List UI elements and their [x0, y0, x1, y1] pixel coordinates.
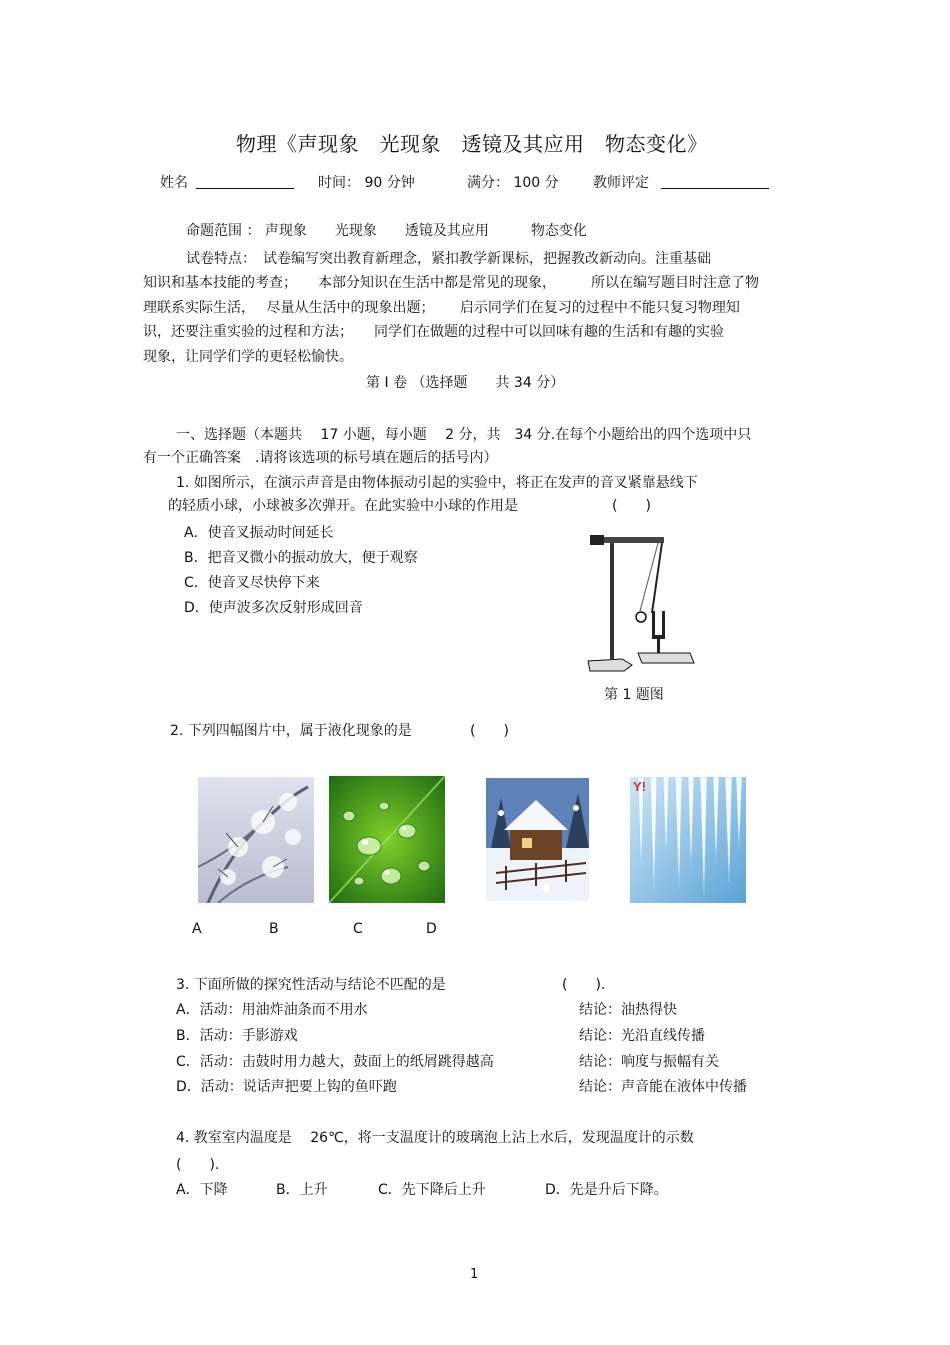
name-field[interactable] — [160, 172, 294, 192]
conclusion-b: 结论：光沿直线传播 — [579, 1028, 705, 1044]
page-title: 物理《声现象 光现象 透镜及其应用 物态变化》 — [236, 132, 708, 156]
option-a: A．下降 — [176, 1182, 228, 1198]
page-number: 1 — [470, 1267, 479, 1282]
option-d: D．使声波多次反射形成回音 — [184, 600, 363, 616]
full-score: 满分： 100 分 — [467, 175, 559, 191]
instructions-line: 有一个正确答案 .请将该选项的标号填在题后的括号内） — [143, 450, 498, 466]
frost-branches-photo — [198, 777, 314, 903]
name-label: 姓名 — [160, 175, 188, 191]
picture-label-a: A — [192, 921, 202, 937]
question-1-stem: 的轻质小球，小球被多次弹开。在此实验中小球的作用是 — [168, 498, 518, 514]
activity-c: C．活动：击鼓时用力越大，鼓面上的纸屑跳得越高 — [176, 1054, 494, 1070]
instructions-line: 一、选择题（本题共 17 小题，每小题 2 分，共 34 分.在每个小题给出的四个选项中只 — [176, 427, 752, 443]
teacher-grade-field[interactable] — [593, 172, 769, 192]
figure-1-caption: 第 1 题图 — [604, 687, 664, 703]
conclusion-a: 结论：油热得快 — [579, 1002, 677, 1018]
conclusion-d: 结论：声音能在液体中传播 — [579, 1079, 747, 1095]
section-heading: 第 Ⅰ 卷 （选择题 共 34 分） — [366, 375, 565, 391]
activity-b: B．活动：手影游戏 — [176, 1028, 298, 1044]
activity-a: A．活动：用油炸油条而不用水 — [176, 1002, 368, 1018]
tuning-fork-apparatus-figure — [580, 525, 700, 680]
picture-label-d: D — [426, 921, 437, 937]
answer-paren[interactable]: ( ). — [176, 1157, 220, 1173]
option-c: C．使音叉尽快停下来 — [184, 575, 320, 591]
question-2-stem: 2. 下列四幅图片中，属于液化现象的是 — [170, 723, 412, 739]
name-blank[interactable] — [196, 174, 294, 189]
exam-time: 时间： 90 分钟 — [318, 175, 415, 191]
scope-line: 命题范围 ： 声现象 光现象 透镜及其应用 物态变化 — [186, 223, 587, 239]
intro-line: 理联系实际生活， 尽量从生活中的现象出题； 启示同学们在复习的过程中不能只复习物理知 — [143, 300, 740, 316]
activity-d: D．活动：说话声把要上钩的鱼吓跑 — [176, 1079, 397, 1095]
answer-paren[interactable]: ( ). — [562, 977, 606, 993]
option-c: C．先下降后上升 — [378, 1182, 486, 1198]
intro-line: 试卷特点： 试卷编写突出教育新理念，紧扣教学新课标，把握教改新动向。注重基础 — [186, 251, 711, 267]
teacher-grade-label: 教师评定 — [593, 175, 649, 191]
picture-label-b: B — [269, 921, 279, 937]
intro-line: 现象，让同学们学的更轻松愉快。 — [143, 349, 353, 365]
option-d: D．先是升后下降。 — [545, 1182, 668, 1198]
snowy-cabin-photo — [486, 778, 589, 901]
answer-paren[interactable]: ( ) — [612, 498, 651, 514]
option-b: B．把音叉微小的振动放大，便于观察 — [184, 550, 418, 566]
question-3-stem: 3. 下面所做的探究性活动与结论不匹配的是 — [176, 977, 446, 993]
answer-paren[interactable]: ( ) — [470, 723, 509, 739]
teacher-grade-blank[interactable] — [661, 174, 769, 189]
intro-line: 知识和基本技能的考查； 本部分知识在生活中都是常见的现象， 所以在编写题目时注意了物 — [143, 275, 759, 291]
dew-on-leaf-photo — [329, 776, 445, 903]
intro-line: 识，还要注重实验的过程和方法； 同学们在做题的过程中可以回味有趣的生活和有趣的实验 — [143, 324, 724, 340]
watermark-text: Y! — [633, 779, 646, 794]
conclusion-c: 结论：响度与振幅有关 — [579, 1054, 719, 1070]
question-4-stem: 4. 教室室内温度是 26℃，将一支温度计的玻璃泡上沾上水后，发现温度计的示数 — [176, 1130, 694, 1146]
option-b: B．上升 — [276, 1182, 328, 1198]
icicles-photo — [630, 777, 746, 903]
picture-label-c: C — [353, 921, 363, 937]
option-a: A．使音叉振动时间延长 — [184, 525, 334, 541]
question-1-stem: 1. 如图所示，在演示声音是由物体振动引起的实验中，将正在发声的音叉紧靠悬线下 — [176, 475, 698, 491]
